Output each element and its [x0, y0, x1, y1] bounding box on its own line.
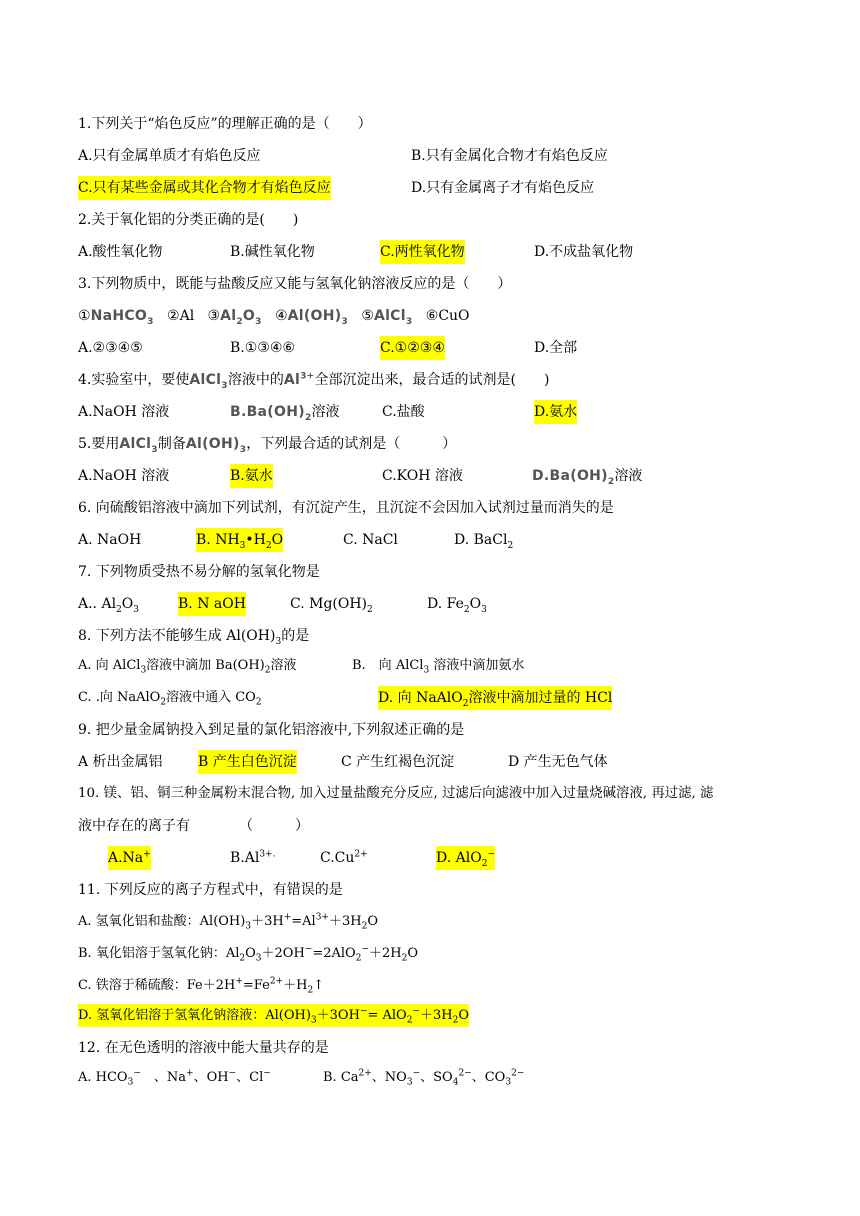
q6-option-b [196, 530, 283, 550]
q9-option-b [198, 752, 297, 772]
q7-option-c: C. $Mg(OH)_2$ [290, 596, 373, 615]
question-6-stem: 6. 向硫酸铝溶液中滴加下列试剂，有沉淀产生，且沉淀不会因加入试剂过量而消失的是 [78, 500, 614, 516]
q4-option-a: A.NaOH 溶液 [78, 404, 170, 420]
q12-option-b: B. $Ca^{2+}$、$NO_3^-$、$SO_4^{2-}$、$CO_3^{2-}$ [323, 1068, 525, 1088]
q10-option-a [108, 848, 151, 868]
q8-option-b: B. 向 AlCl$_3$ 溶液中滴加氨水 [352, 658, 525, 676]
q10-answer-highlight-d: D. AlO$_2$− [436, 846, 495, 870]
q5-option-a: A.NaOH 溶液 [78, 468, 170, 484]
q3-substance-list: ①NaHCO$_3$ ②Al $③Al_2O_3$ $④Al(OH)_3$ ⑤AlCl$_3$ ⑥CuO [78, 308, 470, 327]
question-8-stem: 8. 下列方法不能够生成 $Al(OH)_3$的是 [78, 628, 310, 647]
q9-option-d: D 产生无色气体 [508, 754, 608, 770]
question-4-stem: 4.实验室中，要使AlCl$_3$溶液中的$Al^{3+}$全部沉淀出来，最合适的试剂是( ) [78, 371, 550, 391]
question-1-stem: 1.下列关于“焰色反应”的理解正确的是（ ） [78, 116, 372, 132]
q10-answer-highlight-a: A.Na+ [108, 846, 151, 870]
q1-answer-highlight: C.只有某些金属或其化合物才有焰色反应 [78, 176, 331, 200]
q9-option-c: C 产生红褐色沉淀 [341, 754, 455, 770]
question-3-stem: 3.下列物质中，既能与盐酸反应又能与氢氧化钠溶液反应的是（ ） [78, 276, 512, 292]
q8-answer-highlight: D. 向 NaAlO$_2$溶液中滴加过量的 HCl [378, 686, 612, 710]
q9-option-a: A 析出金属铝 [78, 754, 163, 770]
q3-option-c [380, 338, 445, 358]
question-7-stem: 7. 下列物质受热不易分解的氢氧化物是 [78, 564, 320, 580]
q5-option-b [230, 466, 273, 486]
question-10-stem-cont: 液中存在的离子有 （ ） [78, 818, 309, 834]
q11-option-a: A. 氢氧化铝和盐酸：$Al(OH)_3+3H^+=Al^{3+}+3H_2O$ [78, 912, 378, 932]
q5-option-c: C.KOH 溶液 [382, 468, 463, 484]
question-12-stem: 12. 在无色透明的溶液中能大量共存的是 [78, 1040, 329, 1056]
q4-option-c: C.盐酸 [382, 404, 425, 420]
q1-option-a: A.只有金属单质才有焰色反应 [78, 148, 261, 164]
q2-answer-highlight: C.两性氧化物 [380, 240, 465, 264]
q3-option-a: A.②③④⑤ [78, 340, 143, 356]
q7-option-a: A.. $Al_2O_3$ [78, 596, 140, 615]
q1-option-b: B.只有金属化合物才有焰色反应 [411, 148, 608, 164]
q6-option-a: A. NaOH [78, 532, 142, 548]
q3-answer-highlight: C.①②③④ [380, 336, 445, 360]
q10-option-c: $C.Cu^{2+}$ [320, 849, 368, 866]
q1-option-d: D.只有金属离子才有焰色反应 [411, 180, 595, 196]
q5-answer-highlight: B.氨水 [230, 464, 273, 488]
q2-option-b: B.碱性氧化物 [230, 244, 315, 260]
question-5-stem: 5.要用AlCl$_3$制备$Al(OH)_3$，下列最合适的试剂是（ ） [78, 436, 457, 455]
q11-option-b: B. 氧化铝溶于氢氧化钠：$Al_2O_3+2OH^-=2AlO_2^-+2H_2O$ [78, 944, 419, 964]
q6-answer-highlight: B. $NH_3•H_2O$ [196, 528, 283, 552]
question-9-stem: 9. 把少量金属钠投入到足量的氯化铝溶液中,下列叙述正确的是 [78, 722, 465, 738]
q3-option-b: B.①③④⑥ [230, 340, 295, 356]
q10-option-d [436, 848, 495, 868]
q8-option-d [378, 688, 612, 708]
question-2-stem: 2.关于氧化铝的分类正确的是( ) [78, 212, 299, 228]
q1-option-c [78, 178, 331, 198]
q2-option-a: A.酸性氧化物 [78, 244, 163, 260]
q7-answer-highlight: B. N aOH [178, 592, 246, 616]
q3-option-d: D.全部 [534, 340, 578, 356]
question-11-stem: 11. 下列反应的离子方程式中，有错误的是 [78, 882, 343, 898]
q4-option-b: $B.Ba(OH)_2$溶液 [230, 404, 340, 423]
q11-option-c: C. 铁溶于稀硫酸：$Fe+2H^+=Fe^{2+}+H_2↑$ [78, 976, 325, 996]
q5-option-d: $D.Ba(OH)_2$溶液 [532, 468, 643, 487]
q7-option-d: D. $Fe_2O_3$ [427, 596, 487, 615]
q8-option-c: C. .向 NaAlO$_2$溶液中通入 $CO_2$ [78, 690, 262, 708]
question-10-stem: 10. 镁、铝、铜三种金属粉末混合物, 加入过量盐酸充分反应, 过滤后向滤液中加入过量烧碱溶液, 再过滤, 滤 [78, 786, 714, 801]
q10-option-b: $B.Al^{3+.}$ [230, 849, 276, 866]
q9-answer-highlight: B 产生白色沉淀 [198, 750, 297, 774]
q11-option-d [78, 1006, 469, 1026]
q11-answer-highlight: D. 氢氧化铝溶于氢氧化钠溶液：$Al(OH)_3+3OH^-= AlO_2^-+3H_2O$ [78, 1004, 469, 1027]
q2-option-c [380, 242, 465, 262]
q4-option-d [534, 402, 577, 422]
q6-option-d: D. BaCl$_2$ [454, 532, 514, 551]
q4-answer-highlight: D.氨水 [534, 400, 577, 424]
q2-option-d: D.不成盐氧化物 [534, 244, 634, 260]
q8-option-a: A. 向 AlCl$_3$溶液中滴加 $Ba(OH)_2$溶液 [78, 658, 297, 676]
q7-option-b [178, 594, 246, 614]
q12-option-a: A. $HCO_3^-$ 、Na+、OH−、Cl− [78, 1068, 271, 1088]
q6-option-c: C. NaCl [343, 532, 398, 548]
